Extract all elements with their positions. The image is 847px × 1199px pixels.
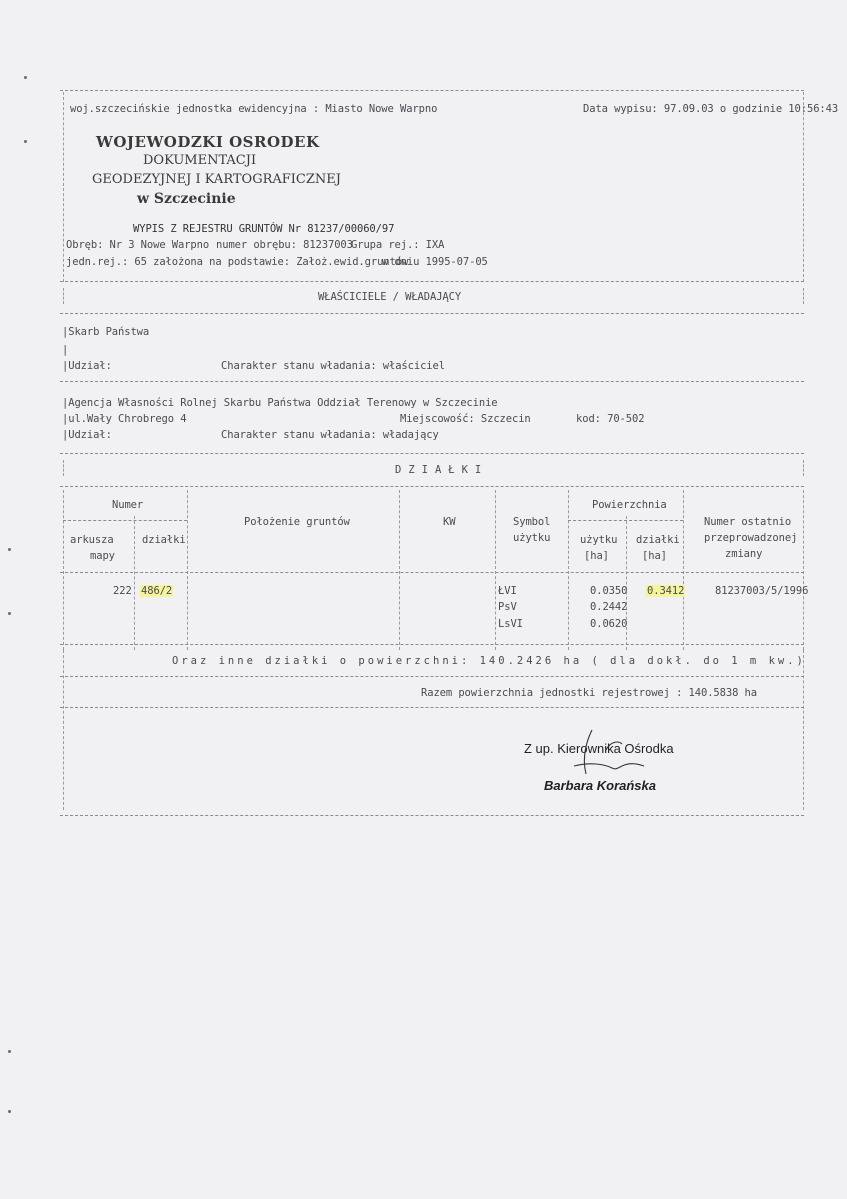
divider [60,815,804,816]
punch-hole [24,140,27,143]
extract-date: Data wypisu: 97.09.03 o godzinie 10:56:43 [583,103,839,115]
col-header-use: użytku [513,532,551,544]
punch-hole [8,548,11,551]
divider [60,90,804,91]
divider [63,520,187,521]
cell-area-use: 0.0350 [590,585,628,597]
frame-right [803,92,804,282]
stamp-line: DOKUMENTACJI [143,153,257,168]
stamp-line: w Szczecinie [137,191,236,207]
divider [568,520,683,521]
divider [60,453,804,454]
cell-parcel: 486/2 [141,585,173,597]
frame-left [63,650,64,810]
column-line [683,490,684,650]
col-header-change: Numer ostatnio [704,516,792,528]
col-header-kw: KW [443,516,456,528]
cell-symbol: PsV [498,601,517,613]
cell-sheet: 222 [113,585,132,597]
divider [60,486,804,487]
col-header-area-parcel: działki [636,534,680,546]
ownership-character: Charakter stanu władania: właściciel [221,360,445,372]
document-title: WYPIS Z REJESTRU GRUNTÓW Nr 81237/00060/97 [133,223,395,235]
region-label: woj.szczecińskie [70,103,170,115]
cell-area-parcel: 0.3412 [647,585,685,597]
column-line [187,490,188,650]
col-header-change: zmiany [725,548,763,560]
ownership-character: Charakter stanu władania: władający [221,429,439,441]
column-line [803,490,804,650]
frame-left [63,92,64,282]
col-header-parcel: działki [142,534,186,546]
col-header-unit: [ha] [584,550,609,562]
registry-unit: jedn.rej.: 65 założona na podstawie: Założ.ewid.gruntów [66,256,409,268]
frame-right [803,288,804,304]
col-header-number: Numer [112,499,144,511]
obreb-number: numer obrębu: 81237003 [216,239,353,251]
owner-name: |Agencja Własności Rolnej Skarbu Państwa Oddział Terenowy w Szczecinie [62,397,498,409]
divider [60,676,804,677]
cell-symbol: ŁVI [498,585,517,597]
column-line [399,490,400,650]
obreb-label: Obręb: Nr 3 Nowe Warpno [66,239,210,251]
punch-hole [24,76,27,79]
share-label: |Udział: [62,429,112,441]
punch-hole [8,1110,11,1113]
column-line [568,490,569,650]
parcels-heading: DZIAŁKI [395,464,489,476]
cell-area-use: 0.2442 [590,601,628,613]
col-header-sheet: arkusza [70,534,114,546]
handwritten-signature [552,722,662,782]
col-header-symbol: Symbol [513,516,551,528]
owner-address: |ul.Wały Chrobrego 4 [62,413,187,425]
cell-area-use: 0.0620 [590,618,628,630]
owners-heading: WŁAŚCICIELE / WŁADAJĄCY [318,291,462,303]
col-header-map: mapy [90,550,115,562]
cell-symbol: LsVI [498,618,523,630]
col-header-change: przeprowadzonej [704,532,798,544]
col-header-area: Powierzchnia [592,499,667,511]
divider [60,381,804,382]
col-header-location: Położenie gruntów [244,516,350,528]
column-line [63,490,64,650]
owner-postcode: kod: 70-502 [576,413,645,425]
column-line [495,490,496,650]
share-label: |Udział: [62,360,112,372]
punch-hole [8,612,11,615]
divider [60,313,804,314]
group-label: Grupa rej.: IXA [351,239,445,251]
divider [60,707,804,708]
owner-name: |Skarb Państwa [62,326,150,338]
frame-left [63,288,64,304]
signature-title: Z up. Kierownika Ośrodka [524,741,674,756]
col-header-area-use: użytku [580,534,618,546]
frame-left [63,460,64,476]
divider [60,572,804,573]
stamp-line: GEODEZYJNEJ I KARTOGRAFICZNEJ [92,172,341,187]
frame-right [803,650,804,810]
owner-city: Miejscowość: Szczecin [400,413,531,425]
unit-label: jednostka ewidencyjna : Miasto Nowe Warpno [176,103,438,115]
registry-date: w dniu 1995-07-05 [382,256,488,268]
divider [60,281,804,282]
col-header-unit: [ha] [642,550,667,562]
divider [60,644,804,645]
column-line [134,516,135,650]
signatory-name: Barbara Korańska [544,778,656,793]
spacer: | [62,344,69,356]
total-area: Razem powierzchnia jednostki rejestrowej : 140.5838 ha [421,687,757,699]
frame-right [803,460,804,476]
other-parcels-note: Oraz inne działki o powierzchni: 140.2426 ha ( dla dokł. do 1 m kw.) [172,655,806,667]
cell-change: 81237003/5/1996 [715,585,809,597]
punch-hole [8,1050,11,1053]
stamp-line: WOJEWODZKI OSRODEK [96,133,320,151]
